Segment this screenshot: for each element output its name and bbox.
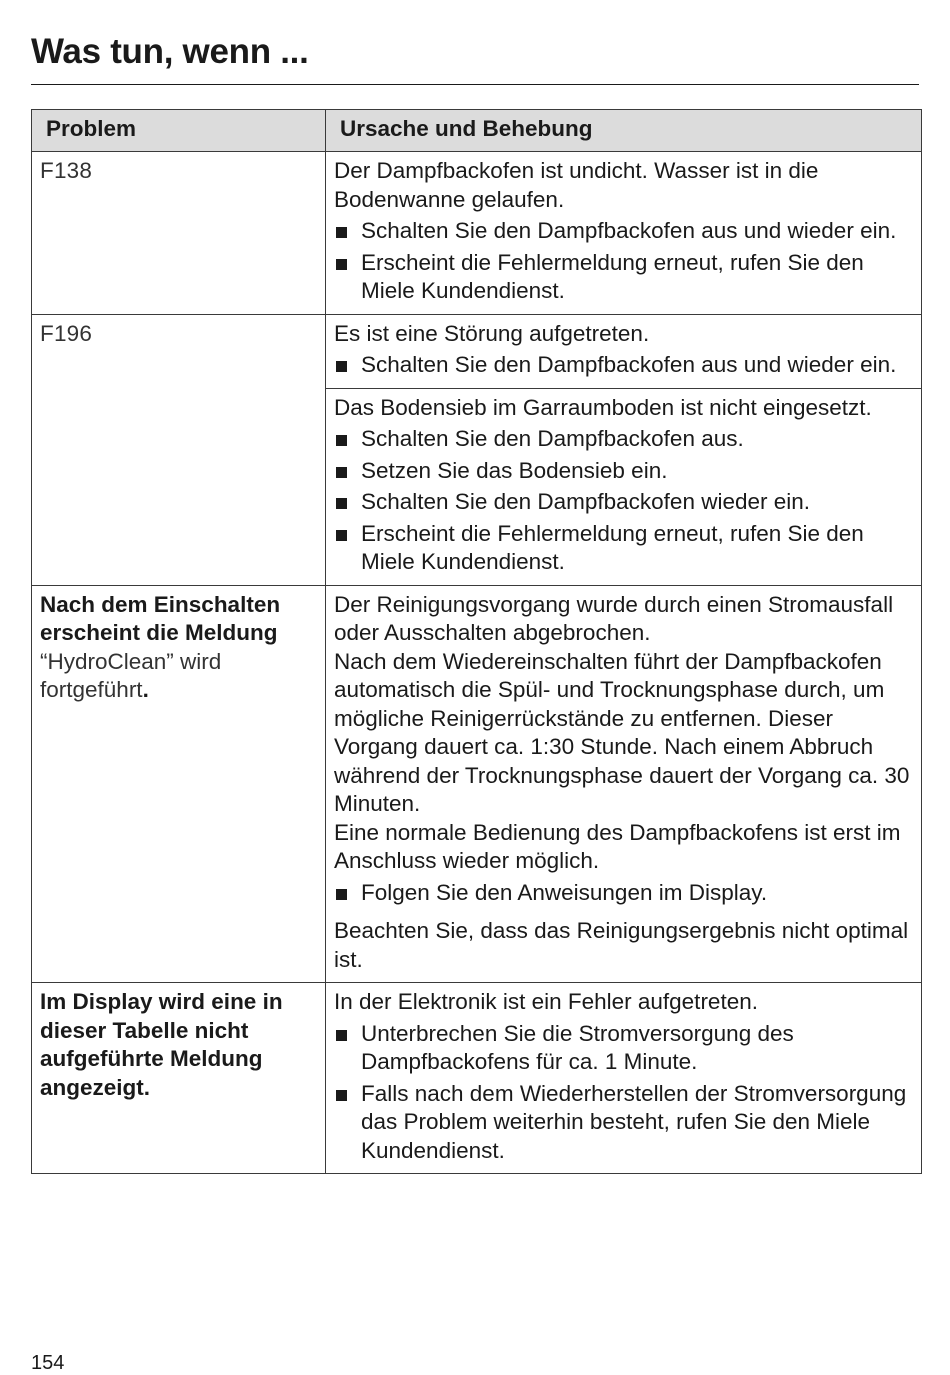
cause-cell [326,585,922,983]
list-item [334,217,913,246]
column-header-problem: Problem [32,110,326,152]
table-header-row [32,110,922,152]
display-message: “HydroClean” wird fortgeführt [40,648,222,702]
fault-code: F138 [40,158,93,183]
cause-text: Der Reinigungsvorgang wurde durch einen Stromausfall oder Ausschalten abgebrochen. [334,591,894,645]
cause-text: Nach dem Wiedereinschalten führt der Dampfbackofen automatisch die Spül- und Trocknungsphase durch, um mögliche Reinigerrückstände zu entfernen. Dieser Vorgang dauert ca. 1:30 Stunde. Nach einem Abbruch während der Trocknungsphase dauert der Vorgang ca. 30 Minuten. [334,648,910,816]
list-item [334,1020,913,1077]
list-item [334,1080,913,1166]
bullet-text: Erscheint die Fehlermeldung erneut, rufen Sie den Miele Kundendienst. [361,249,864,303]
table-row [32,314,922,388]
table-row [32,983,922,1174]
problem-punctuation: . [142,677,149,702]
cause-text: In der Elektronik ist ein Fehler aufgetreten. [334,989,758,1014]
cause-cell [326,152,922,315]
list-item [334,879,913,908]
bullet-text: Setzen Sie das Bodensieb ein. [361,457,668,483]
square-bullet-icon [336,1090,347,1101]
page-title: Was tun, wenn ... [31,32,309,71]
square-bullet-icon [336,889,347,900]
bullet-text: Schalten Sie den Dampfbackofen wieder ein. [361,489,811,514]
problem-cell [32,585,326,983]
square-bullet-icon [336,361,347,372]
cause-text: Der Dampfbackofen ist undicht. Wasser ist in die Bodenwanne gelaufen. [334,158,819,212]
square-bullet-icon [336,1030,347,1041]
cause-note: Beachten Sie, dass das Reinigungsergebnis nicht optimal ist. [334,918,909,972]
troubleshooting-table [31,109,922,1174]
cause-cell [326,983,922,1174]
problem-cell [32,983,326,1174]
square-bullet-icon [336,530,347,541]
list-item [334,249,913,306]
title-divider [31,84,919,85]
square-bullet-icon [336,435,347,446]
table-row [32,585,922,983]
list-item [334,488,913,517]
bullet-text: Erscheint die Fehlermeldung erneut, rufen Sie den Miele Kundendienst. [361,520,864,574]
bullet-text: Schalten Sie den Dampfbackofen aus. [361,426,744,451]
problem-text: Nach dem Einschalten erscheint die Meldung [40,591,281,645]
cause-cell [326,388,922,585]
problem-cell [32,152,326,315]
problem-text: Im Display wird eine in dieser Tabelle nicht aufgeführte Meldung angezeigt. [40,989,283,1100]
list-item [334,457,913,486]
cause-text: Eine normale Bedienung des Dampfbackofens ist erst im Anschluss wieder möglich. [334,819,901,873]
cause-cell [326,314,922,388]
cause-text: Es ist eine Störung aufgetreten. [334,320,650,346]
square-bullet-icon [336,227,347,238]
bullet-text: Unterbrechen Sie die Stromversorgung des Dampfbackofens für ca. 1 Minute. [361,1020,794,1074]
square-bullet-icon [336,467,347,478]
column-header-cause: Ursache und Behebung [326,110,922,152]
list-item [334,351,913,380]
square-bullet-icon [336,259,347,270]
square-bullet-icon [336,498,347,509]
bullet-text: Falls nach dem Wiederherstellen der Stromversorgung das Problem weiterhin besteht, rufen Sie den Miele Kundendienst. [361,1080,907,1163]
table-row [32,152,922,315]
bullet-text: Folgen Sie den Anweisungen im Display. [361,879,768,905]
fault-code: F196 [40,320,93,346]
problem-cell [32,314,326,585]
bullet-text: Schalten Sie den Dampfbackofen aus und wieder ein. [361,218,897,243]
list-item [334,520,913,577]
cause-text: Das Bodensieb im Garraumboden ist nicht eingesetzt. [334,394,872,420]
list-item [334,425,913,454]
bullet-text: Schalten Sie den Dampfbackofen aus und wieder ein. [361,352,897,377]
page-number: 154 [31,1352,65,1374]
